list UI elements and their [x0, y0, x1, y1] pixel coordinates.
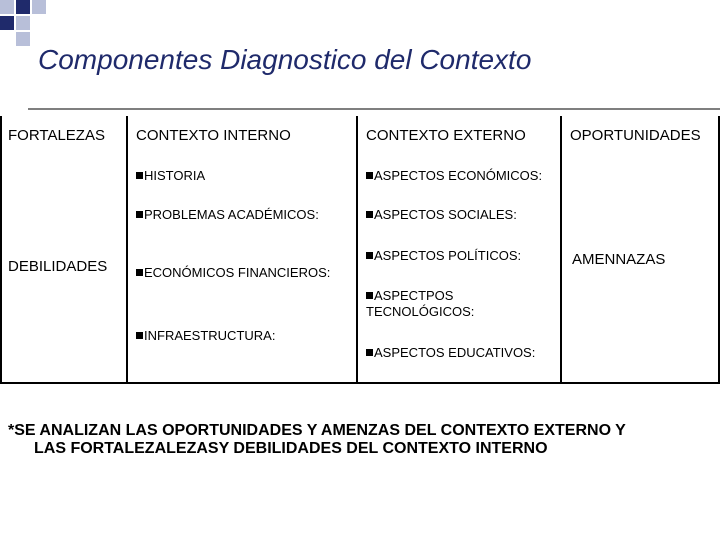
bullet-icon: [366, 349, 373, 356]
bullet-icon: [366, 211, 373, 218]
deco-square: [32, 0, 46, 14]
item-text: INFRAESTRUCTURA:: [144, 328, 276, 343]
list-item: [136, 265, 351, 281]
deco-square: [16, 32, 30, 46]
list-item: [136, 328, 351, 344]
label-amenazas: AMENNAZAS: [572, 251, 666, 268]
bullet-icon: [366, 172, 373, 179]
deco-square: [0, 16, 14, 30]
diagnostic-table: [0, 116, 720, 384]
header-fortalezas: FORTALEZAS: [8, 127, 105, 144]
bullet-icon: [136, 332, 143, 339]
bullet-icon: [366, 292, 373, 299]
footnote-line: LAS FORTALEZALEZASY DEBILIDADES DEL CONTEXTO INTERNO: [34, 440, 548, 457]
title-divider: [28, 108, 720, 110]
item-text: ASPECTOS EDUCATIVOS:: [374, 345, 536, 360]
list-item: [366, 207, 556, 223]
table-left-border: [0, 116, 2, 384]
deco-square: [16, 16, 30, 30]
footnote: [8, 422, 714, 458]
bullet-icon: [136, 211, 143, 218]
item-text: ASPECTOS POLÍTICOS:: [374, 248, 522, 263]
bullet-icon: [136, 172, 143, 179]
column-divider: [560, 116, 562, 384]
list-item: [136, 207, 351, 223]
label-debilidades: DEBILIDADES: [8, 258, 108, 275]
list-item: [366, 288, 494, 320]
list-item: [136, 168, 351, 184]
item-text: HISTORIA: [144, 168, 206, 183]
list-item: [366, 345, 556, 361]
header-contexto-interno: CONTEXTO INTERNO: [136, 127, 291, 144]
header-oportunidades: OPORTUNIDADES: [570, 127, 701, 144]
footnote-line: *SE ANALIZAN LAS OPORTUNIDADES Y AMENZAS DEL CONTEXTO EXTERNO Y: [8, 422, 626, 439]
item-text: ASPECTOS SOCIALES:: [374, 207, 517, 222]
item-text: PROBLEMAS ACADÉMICOS:: [144, 207, 319, 222]
deco-square: [16, 0, 30, 14]
header-contexto-externo: CONTEXTO EXTERNO: [366, 127, 526, 144]
column-divider: [356, 116, 358, 384]
list-item: [366, 168, 556, 184]
item-text: ASPECTPOS TECNOLÓGICOS:: [366, 288, 475, 319]
item-text: ECONÓMICOS FINANCIEROS:: [144, 265, 331, 280]
column-divider: [126, 116, 128, 384]
bullet-icon: [136, 269, 143, 276]
slide-title: Componentes Diagnostico del Contexto: [38, 44, 532, 75]
deco-square: [0, 0, 14, 14]
item-text: ASPECTOS ECONÓMICOS:: [374, 168, 543, 183]
bullet-icon: [366, 252, 373, 259]
list-item: [366, 248, 556, 264]
